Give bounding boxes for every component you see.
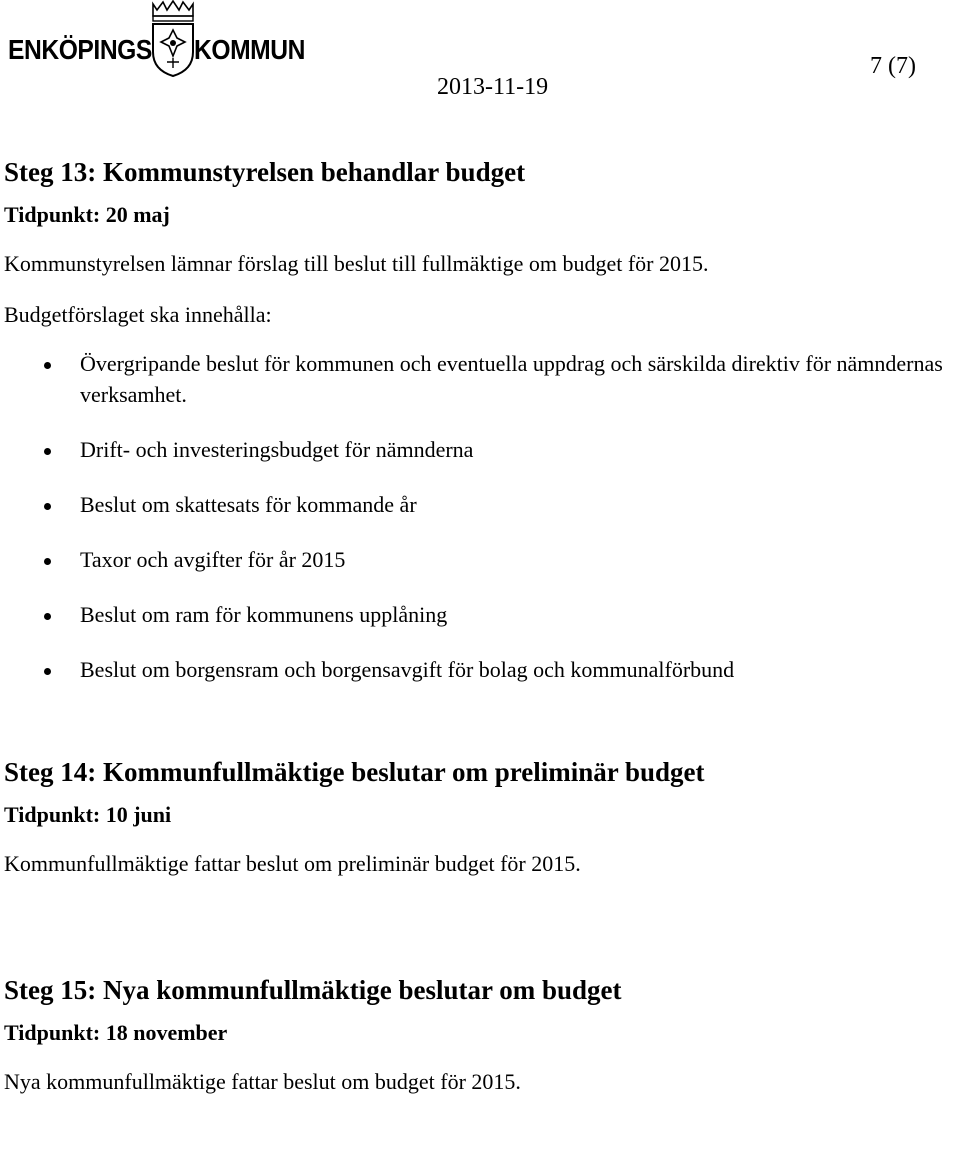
bullet-list [4, 348, 954, 685]
section-time: Tidpunkt: 18 november [4, 1020, 228, 1045]
list-item-text: Övergripande beslut för kommunen och eventuella uppdrag och särskilda direktiv för nämndernas verksamhet. [80, 351, 943, 407]
list-item-text: Beslut om ram för kommunens upplåning [80, 602, 448, 627]
list-item [4, 434, 954, 465]
section-title: Steg 15: Nya kommunfullmäktige beslutar om budget [4, 975, 622, 1005]
logo-text-right: KOMMUN [194, 34, 305, 65]
list-item [4, 348, 954, 410]
list-item [4, 489, 954, 520]
document-date: 2013-11-19 [437, 74, 549, 100]
bullet-icon [44, 558, 51, 565]
section-step-15 [4, 968, 954, 1100]
section-time: Tidpunkt: 10 juni [4, 802, 172, 827]
page-header [0, 0, 960, 110]
paragraph: Kommunstyrelsen lämnar förslag till beslut till fullmäktige om budget för 2015. [4, 251, 709, 276]
section-time: Tidpunkt: 20 maj [4, 202, 170, 227]
list-item-text: Beslut om skattesats för kommande år [80, 492, 417, 517]
section-step-13 [4, 150, 954, 685]
bullet-icon [44, 613, 51, 620]
crest-icon [145, 0, 201, 78]
section-title: Steg 14: Kommunfullmäktige beslutar om preliminär budget [4, 757, 705, 787]
list-item-text: Beslut om borgensram och borgensavgift för bolag och kommunalförbund [80, 657, 735, 682]
list-item [4, 654, 954, 685]
page-number: 7 (7) [870, 53, 916, 79]
bullet-icon [44, 448, 51, 455]
paragraph: Kommunfullmäktige fattar beslut om preliminär budget för 2015. [4, 851, 581, 876]
bullet-icon [44, 503, 51, 510]
section-title: Steg 13: Kommunstyrelsen behandlar budget [4, 157, 526, 187]
list-item-text: Taxor och avgifter för år 2015 [80, 547, 346, 572]
paragraph: Budgetförslaget ska innehålla: [4, 302, 272, 327]
paragraph: Nya kommunfullmäktige fattar beslut om budget för 2015. [4, 1069, 521, 1094]
bullet-icon [44, 362, 51, 369]
list-item [4, 544, 954, 575]
section-step-14 [4, 750, 954, 882]
logo-text-left: ENKÖPINGS [8, 34, 152, 65]
list-item [4, 599, 954, 630]
bullet-icon [44, 668, 51, 675]
list-item-text: Drift- och investeringsbudget för nämnderna [80, 437, 474, 462]
document-body [4, 150, 954, 1115]
